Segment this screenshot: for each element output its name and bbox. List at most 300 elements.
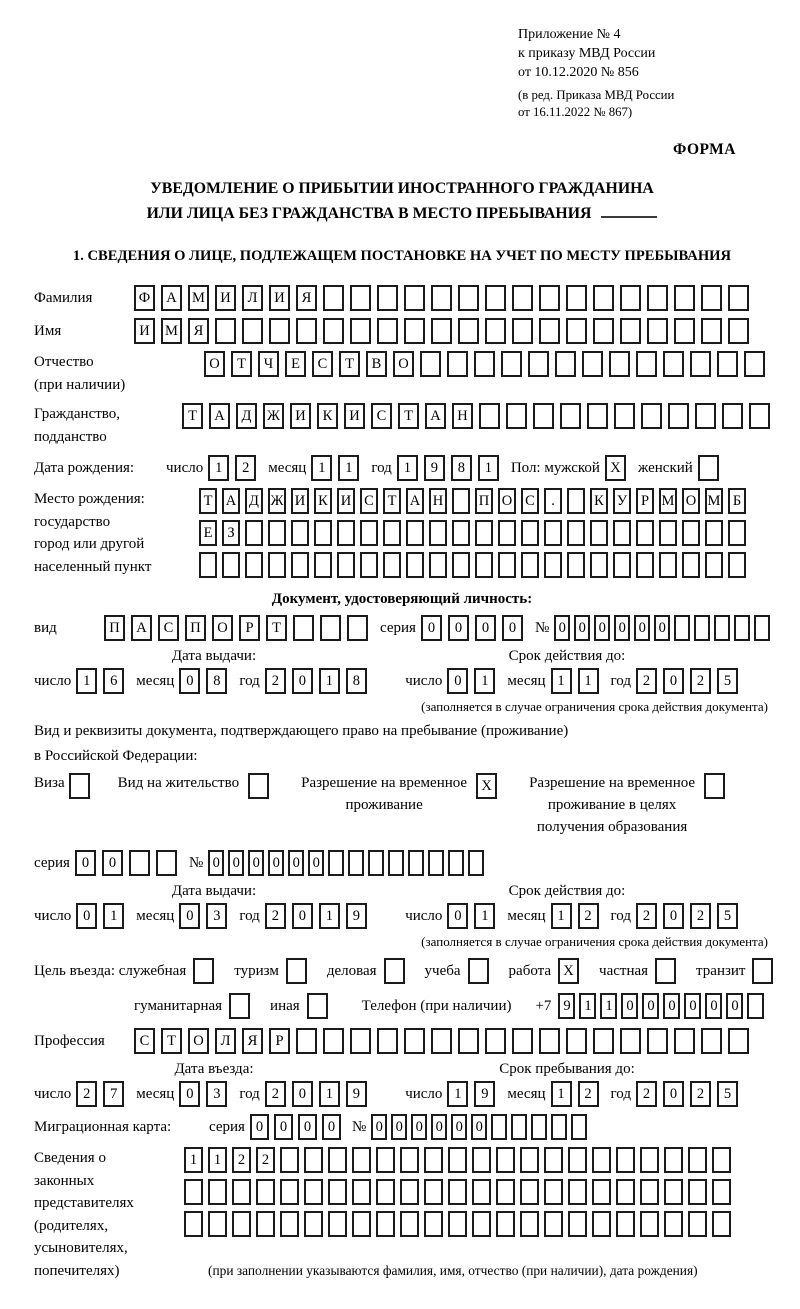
- form-cell[interactable]: [647, 1028, 668, 1054]
- form-cell[interactable]: [544, 552, 562, 578]
- purpose-private-checkbox[interactable]: [655, 958, 682, 984]
- form-cell[interactable]: М: [188, 285, 209, 311]
- form-cell[interactable]: Т: [182, 403, 203, 429]
- form-cell[interactable]: Ж: [263, 403, 284, 429]
- form-cell[interactable]: 0: [634, 615, 650, 641]
- form-cell[interactable]: [420, 351, 441, 377]
- form-cell[interactable]: [328, 1211, 347, 1237]
- form-cell[interactable]: [582, 351, 603, 377]
- form-cell[interactable]: 0: [102, 850, 123, 876]
- form-cell[interactable]: [712, 1211, 731, 1237]
- form-cell[interactable]: П: [185, 615, 206, 641]
- form-cell[interactable]: Р: [239, 615, 260, 641]
- form-cell[interactable]: [616, 1211, 635, 1237]
- form-cell[interactable]: 2: [265, 903, 286, 929]
- form-cell[interactable]: 0: [684, 993, 701, 1019]
- form-cell[interactable]: [431, 318, 452, 344]
- form-cell[interactable]: [452, 552, 470, 578]
- form-cell[interactable]: 0: [411, 1114, 427, 1140]
- form-cell[interactable]: [69, 773, 90, 799]
- form-cell[interactable]: [320, 615, 341, 641]
- form-cell[interactable]: П: [475, 488, 493, 514]
- form-cell[interactable]: [474, 351, 495, 377]
- form-cell[interactable]: Б: [728, 488, 746, 514]
- form-cell[interactable]: 0: [726, 993, 743, 1019]
- form-cell[interactable]: 0: [228, 850, 244, 876]
- form-cell[interactable]: 0: [451, 1114, 467, 1140]
- form-cell[interactable]: [468, 958, 489, 984]
- form-cell[interactable]: 9: [558, 993, 575, 1019]
- form-cell[interactable]: [567, 552, 585, 578]
- form-cell[interactable]: 9: [424, 455, 445, 481]
- form-cell[interactable]: 1: [478, 455, 499, 481]
- form-cell[interactable]: [377, 285, 398, 311]
- form-cell[interactable]: [447, 351, 468, 377]
- sex-female-checkbox[interactable]: [698, 455, 725, 481]
- purpose-other-checkbox[interactable]: [307, 993, 334, 1019]
- form-cell[interactable]: [328, 1179, 347, 1205]
- form-cell[interactable]: Т: [398, 403, 419, 429]
- form-cell[interactable]: [521, 552, 539, 578]
- form-cell[interactable]: 1: [208, 1147, 227, 1173]
- form-cell[interactable]: [337, 520, 355, 546]
- form-cell[interactable]: [293, 615, 314, 641]
- form-cell[interactable]: [512, 318, 533, 344]
- form-cell[interactable]: 0: [705, 993, 722, 1019]
- purpose-official-checkbox[interactable]: [193, 958, 220, 984]
- form-cell[interactable]: [383, 552, 401, 578]
- form-cell[interactable]: [674, 1028, 695, 1054]
- form-cell[interactable]: [347, 615, 368, 641]
- form-cell[interactable]: [408, 850, 424, 876]
- form-cell[interactable]: [568, 1179, 587, 1205]
- form-cell[interactable]: 1: [397, 455, 418, 481]
- form-cell[interactable]: [592, 1211, 611, 1237]
- form-cell[interactable]: [647, 318, 668, 344]
- form-cell[interactable]: [747, 993, 764, 1019]
- form-cell[interactable]: [620, 285, 641, 311]
- form-cell[interactable]: 0: [663, 1081, 684, 1107]
- form-cell[interactable]: 7: [103, 1081, 124, 1107]
- form-cell[interactable]: [424, 1147, 443, 1173]
- form-cell[interactable]: И: [344, 403, 365, 429]
- form-cell[interactable]: 0: [248, 850, 264, 876]
- form-cell[interactable]: [448, 1179, 467, 1205]
- form-cell[interactable]: [613, 520, 631, 546]
- form-cell[interactable]: К: [590, 488, 608, 514]
- form-cell[interactable]: С: [134, 1028, 155, 1054]
- form-cell[interactable]: [551, 1114, 567, 1140]
- form-cell[interactable]: [659, 520, 677, 546]
- form-cell[interactable]: [232, 1179, 251, 1205]
- form-cell[interactable]: [714, 615, 730, 641]
- form-cell[interactable]: С: [521, 488, 539, 514]
- form-cell[interactable]: [458, 318, 479, 344]
- form-cell[interactable]: [613, 552, 631, 578]
- form-cell[interactable]: 0: [308, 850, 324, 876]
- form-cell[interactable]: [348, 850, 364, 876]
- form-cell[interactable]: [360, 552, 378, 578]
- form-cell[interactable]: 3: [206, 1081, 227, 1107]
- form-cell[interactable]: 0: [292, 903, 313, 929]
- form-cell[interactable]: [568, 1147, 587, 1173]
- form-cell[interactable]: Ж: [268, 488, 286, 514]
- form-cell[interactable]: 0: [179, 668, 200, 694]
- form-cell[interactable]: [269, 318, 290, 344]
- form-cell[interactable]: 5: [717, 668, 738, 694]
- form-cell[interactable]: 0: [654, 615, 670, 641]
- form-cell[interactable]: [533, 403, 554, 429]
- form-cell[interactable]: Д: [236, 403, 257, 429]
- form-cell[interactable]: [728, 1028, 749, 1054]
- form-cell[interactable]: [184, 1211, 203, 1237]
- form-cell[interactable]: А: [425, 403, 446, 429]
- form-cell[interactable]: [184, 1179, 203, 1205]
- form-cell[interactable]: [701, 1028, 722, 1054]
- form-cell[interactable]: [448, 850, 464, 876]
- form-cell[interactable]: В: [366, 351, 387, 377]
- form-cell[interactable]: 0: [431, 1114, 447, 1140]
- form-cell[interactable]: Е: [285, 351, 306, 377]
- form-cell[interactable]: 0: [292, 1081, 313, 1107]
- form-cell[interactable]: [701, 318, 722, 344]
- form-cell[interactable]: [328, 850, 344, 876]
- form-cell[interactable]: [304, 1147, 323, 1173]
- form-cell[interactable]: [705, 552, 723, 578]
- form-cell[interactable]: [323, 285, 344, 311]
- form-cell[interactable]: [307, 993, 328, 1019]
- form-cell[interactable]: 0: [322, 1114, 341, 1140]
- form-cell[interactable]: [664, 1211, 683, 1237]
- form-cell[interactable]: [458, 285, 479, 311]
- form-cell[interactable]: И: [291, 488, 309, 514]
- form-cell[interactable]: [701, 285, 722, 311]
- form-cell[interactable]: [222, 552, 240, 578]
- form-cell[interactable]: [383, 520, 401, 546]
- form-cell[interactable]: 6: [103, 668, 124, 694]
- form-cell[interactable]: [496, 1211, 515, 1237]
- form-cell[interactable]: [511, 1114, 527, 1140]
- form-cell[interactable]: [544, 1179, 563, 1205]
- form-cell[interactable]: [521, 520, 539, 546]
- form-cell[interactable]: 8: [451, 455, 472, 481]
- form-cell[interactable]: 2: [636, 668, 657, 694]
- form-cell[interactable]: .: [544, 488, 562, 514]
- form-cell[interactable]: [280, 1179, 299, 1205]
- form-cell[interactable]: З: [222, 520, 240, 546]
- form-cell[interactable]: [475, 552, 493, 578]
- form-cell[interactable]: М: [705, 488, 723, 514]
- form-cell[interactable]: 0: [447, 903, 468, 929]
- form-cell[interactable]: 0: [274, 1114, 293, 1140]
- form-cell[interactable]: 0: [391, 1114, 407, 1140]
- form-cell[interactable]: [694, 615, 710, 641]
- form-cell[interactable]: [555, 351, 576, 377]
- form-cell[interactable]: [388, 850, 404, 876]
- form-cell[interactable]: [376, 1211, 395, 1237]
- form-cell[interactable]: 0: [292, 668, 313, 694]
- form-cell[interactable]: [734, 615, 750, 641]
- form-cell[interactable]: Я: [188, 318, 209, 344]
- form-cell[interactable]: [485, 1028, 506, 1054]
- form-cell[interactable]: [593, 285, 614, 311]
- form-cell[interactable]: X: [558, 958, 579, 984]
- form-cell[interactable]: [566, 285, 587, 311]
- form-cell[interactable]: [496, 1147, 515, 1173]
- form-cell[interactable]: 2: [578, 1081, 599, 1107]
- purpose-study-checkbox[interactable]: [468, 958, 495, 984]
- form-cell[interactable]: [705, 520, 723, 546]
- form-cell[interactable]: 2: [578, 903, 599, 929]
- form-cell[interactable]: Р: [636, 488, 654, 514]
- form-cell[interactable]: И: [134, 318, 155, 344]
- form-cell[interactable]: 2: [636, 903, 657, 929]
- form-cell[interactable]: 1: [208, 455, 229, 481]
- form-cell[interactable]: Я: [296, 285, 317, 311]
- form-cell[interactable]: И: [290, 403, 311, 429]
- form-cell[interactable]: [501, 351, 522, 377]
- form-cell[interactable]: 1: [474, 903, 495, 929]
- form-cell[interactable]: 0: [663, 668, 684, 694]
- form-cell[interactable]: 0: [574, 615, 590, 641]
- form-cell[interactable]: [485, 285, 506, 311]
- form-cell[interactable]: Т: [339, 351, 360, 377]
- form-cell[interactable]: 2: [76, 1081, 97, 1107]
- form-cell[interactable]: [404, 1028, 425, 1054]
- form-cell[interactable]: [712, 1179, 731, 1205]
- form-cell[interactable]: [429, 520, 447, 546]
- form-cell[interactable]: [663, 351, 684, 377]
- form-cell[interactable]: [614, 403, 635, 429]
- form-cell[interactable]: [245, 520, 263, 546]
- form-cell[interactable]: [674, 285, 695, 311]
- form-cell[interactable]: 0: [594, 615, 610, 641]
- form-cell[interactable]: [682, 520, 700, 546]
- form-cell[interactable]: К: [314, 488, 332, 514]
- form-cell[interactable]: 0: [250, 1114, 269, 1140]
- form-cell[interactable]: 2: [265, 668, 286, 694]
- form-cell[interactable]: [640, 1179, 659, 1205]
- form-cell[interactable]: [640, 1147, 659, 1173]
- form-cell[interactable]: [688, 1179, 707, 1205]
- form-cell[interactable]: [664, 1147, 683, 1173]
- form-cell[interactable]: [248, 773, 269, 799]
- form-cell[interactable]: [256, 1179, 275, 1205]
- form-cell[interactable]: [304, 1179, 323, 1205]
- form-cell[interactable]: [368, 850, 384, 876]
- form-cell[interactable]: [193, 958, 214, 984]
- form-cell[interactable]: [590, 552, 608, 578]
- form-cell[interactable]: [498, 520, 516, 546]
- form-cell[interactable]: П: [104, 615, 125, 641]
- form-cell[interactable]: 0: [75, 850, 96, 876]
- form-cell[interactable]: О: [498, 488, 516, 514]
- form-cell[interactable]: [400, 1179, 419, 1205]
- form-cell[interactable]: [744, 351, 765, 377]
- form-cell[interactable]: 0: [471, 1114, 487, 1140]
- form-cell[interactable]: О: [188, 1028, 209, 1054]
- form-cell[interactable]: [475, 520, 493, 546]
- form-cell[interactable]: [690, 351, 711, 377]
- form-cell[interactable]: С: [371, 403, 392, 429]
- form-cell[interactable]: Т: [231, 351, 252, 377]
- form-cell[interactable]: Т: [266, 615, 287, 641]
- form-cell[interactable]: [512, 1028, 533, 1054]
- form-cell[interactable]: Я: [242, 1028, 263, 1054]
- form-cell[interactable]: 0: [614, 615, 630, 641]
- form-cell[interactable]: [512, 285, 533, 311]
- temp-residence-edu-checkbox[interactable]: [704, 773, 731, 799]
- form-cell[interactable]: [688, 1147, 707, 1173]
- form-cell[interactable]: [592, 1147, 611, 1173]
- form-cell[interactable]: Е: [199, 520, 217, 546]
- form-cell[interactable]: Р: [269, 1028, 290, 1054]
- form-cell[interactable]: И: [215, 285, 236, 311]
- form-cell[interactable]: [655, 958, 676, 984]
- form-cell[interactable]: 8: [206, 668, 227, 694]
- form-cell[interactable]: 1: [551, 903, 572, 929]
- form-cell[interactable]: [245, 552, 263, 578]
- form-cell[interactable]: О: [393, 351, 414, 377]
- form-cell[interactable]: [539, 1028, 560, 1054]
- form-cell[interactable]: [268, 520, 286, 546]
- form-cell[interactable]: [406, 552, 424, 578]
- form-cell[interactable]: [360, 520, 378, 546]
- form-cell[interactable]: Н: [429, 488, 447, 514]
- form-cell[interactable]: Н: [452, 403, 473, 429]
- form-cell[interactable]: [323, 1028, 344, 1054]
- form-cell[interactable]: 5: [717, 1081, 738, 1107]
- purpose-work-checkbox[interactable]: [558, 958, 585, 984]
- form-cell[interactable]: [452, 488, 470, 514]
- form-cell[interactable]: С: [158, 615, 179, 641]
- form-cell[interactable]: [636, 520, 654, 546]
- form-cell[interactable]: С: [312, 351, 333, 377]
- form-cell[interactable]: [431, 285, 452, 311]
- form-cell[interactable]: 5: [717, 903, 738, 929]
- form-cell[interactable]: 0: [663, 993, 680, 1019]
- form-cell[interactable]: [350, 1028, 371, 1054]
- form-cell[interactable]: [280, 1211, 299, 1237]
- form-cell[interactable]: [496, 1179, 515, 1205]
- form-cell[interactable]: [568, 1211, 587, 1237]
- form-cell[interactable]: [458, 1028, 479, 1054]
- form-cell[interactable]: [659, 552, 677, 578]
- form-cell[interactable]: 1: [76, 668, 97, 694]
- form-cell[interactable]: О: [682, 488, 700, 514]
- form-cell[interactable]: [749, 403, 770, 429]
- form-cell[interactable]: [376, 1179, 395, 1205]
- form-cell[interactable]: [156, 850, 177, 876]
- form-cell[interactable]: 0: [621, 993, 638, 1019]
- form-cell[interactable]: [544, 520, 562, 546]
- form-cell[interactable]: 0: [371, 1114, 387, 1140]
- form-cell[interactable]: [350, 318, 371, 344]
- form-cell[interactable]: 1: [474, 668, 495, 694]
- form-cell[interactable]: 1: [338, 455, 359, 481]
- form-cell[interactable]: [208, 1179, 227, 1205]
- form-cell[interactable]: [472, 1179, 491, 1205]
- form-cell[interactable]: [520, 1179, 539, 1205]
- form-cell[interactable]: [280, 1147, 299, 1173]
- form-cell[interactable]: Л: [215, 1028, 236, 1054]
- form-cell[interactable]: 9: [346, 1081, 367, 1107]
- form-cell[interactable]: [717, 351, 738, 377]
- form-cell[interactable]: X: [476, 773, 497, 799]
- form-cell[interactable]: [232, 1211, 251, 1237]
- form-cell[interactable]: 1: [551, 668, 572, 694]
- form-cell[interactable]: А: [209, 403, 230, 429]
- form-cell[interactable]: [429, 552, 447, 578]
- form-cell[interactable]: [544, 1211, 563, 1237]
- form-cell[interactable]: [674, 318, 695, 344]
- residence-permit-checkbox[interactable]: [248, 773, 275, 799]
- form-cell[interactable]: [620, 1028, 641, 1054]
- form-cell[interactable]: 2: [265, 1081, 286, 1107]
- form-cell[interactable]: [593, 318, 614, 344]
- form-cell[interactable]: [688, 1211, 707, 1237]
- form-cell[interactable]: 3: [206, 903, 227, 929]
- form-cell[interactable]: [199, 552, 217, 578]
- form-cell[interactable]: 0: [642, 993, 659, 1019]
- form-cell[interactable]: [404, 285, 425, 311]
- form-cell[interactable]: [428, 850, 444, 876]
- purpose-transit-checkbox[interactable]: [752, 958, 779, 984]
- form-cell[interactable]: 1: [579, 993, 596, 1019]
- purpose-humanitarian-checkbox[interactable]: [229, 993, 256, 1019]
- form-cell[interactable]: [539, 285, 560, 311]
- form-cell[interactable]: 0: [663, 903, 684, 929]
- form-cell[interactable]: [560, 403, 581, 429]
- form-cell[interactable]: О: [212, 615, 233, 641]
- form-cell[interactable]: [593, 1028, 614, 1054]
- form-cell[interactable]: [208, 1211, 227, 1237]
- form-cell[interactable]: 2: [232, 1147, 251, 1173]
- form-cell[interactable]: [592, 1179, 611, 1205]
- purpose-tourism-checkbox[interactable]: [286, 958, 313, 984]
- form-cell[interactable]: [472, 1211, 491, 1237]
- visa-checkbox[interactable]: [69, 773, 96, 799]
- form-cell[interactable]: [256, 1211, 275, 1237]
- form-cell[interactable]: [498, 552, 516, 578]
- form-cell[interactable]: X: [605, 455, 626, 481]
- form-cell[interactable]: 0: [554, 615, 570, 641]
- form-cell[interactable]: [695, 403, 716, 429]
- form-cell[interactable]: 1: [311, 455, 332, 481]
- form-cell[interactable]: [314, 552, 332, 578]
- form-cell[interactable]: [352, 1147, 371, 1173]
- form-cell[interactable]: Д: [245, 488, 263, 514]
- form-cell[interactable]: 1: [103, 903, 124, 929]
- form-cell[interactable]: [616, 1179, 635, 1205]
- form-cell[interactable]: 1: [319, 903, 340, 929]
- form-cell[interactable]: [472, 1147, 491, 1173]
- form-cell[interactable]: [296, 318, 317, 344]
- form-cell[interactable]: [647, 285, 668, 311]
- form-cell[interactable]: Л: [242, 285, 263, 311]
- form-cell[interactable]: М: [659, 488, 677, 514]
- form-cell[interactable]: 0: [208, 850, 224, 876]
- form-cell[interactable]: [754, 615, 770, 641]
- form-cell[interactable]: [566, 1028, 587, 1054]
- form-cell[interactable]: [424, 1179, 443, 1205]
- form-cell[interactable]: [520, 1211, 539, 1237]
- form-cell[interactable]: [752, 958, 773, 984]
- form-cell[interactable]: А: [131, 615, 152, 641]
- form-cell[interactable]: [323, 318, 344, 344]
- form-cell[interactable]: [567, 520, 585, 546]
- form-cell[interactable]: [291, 520, 309, 546]
